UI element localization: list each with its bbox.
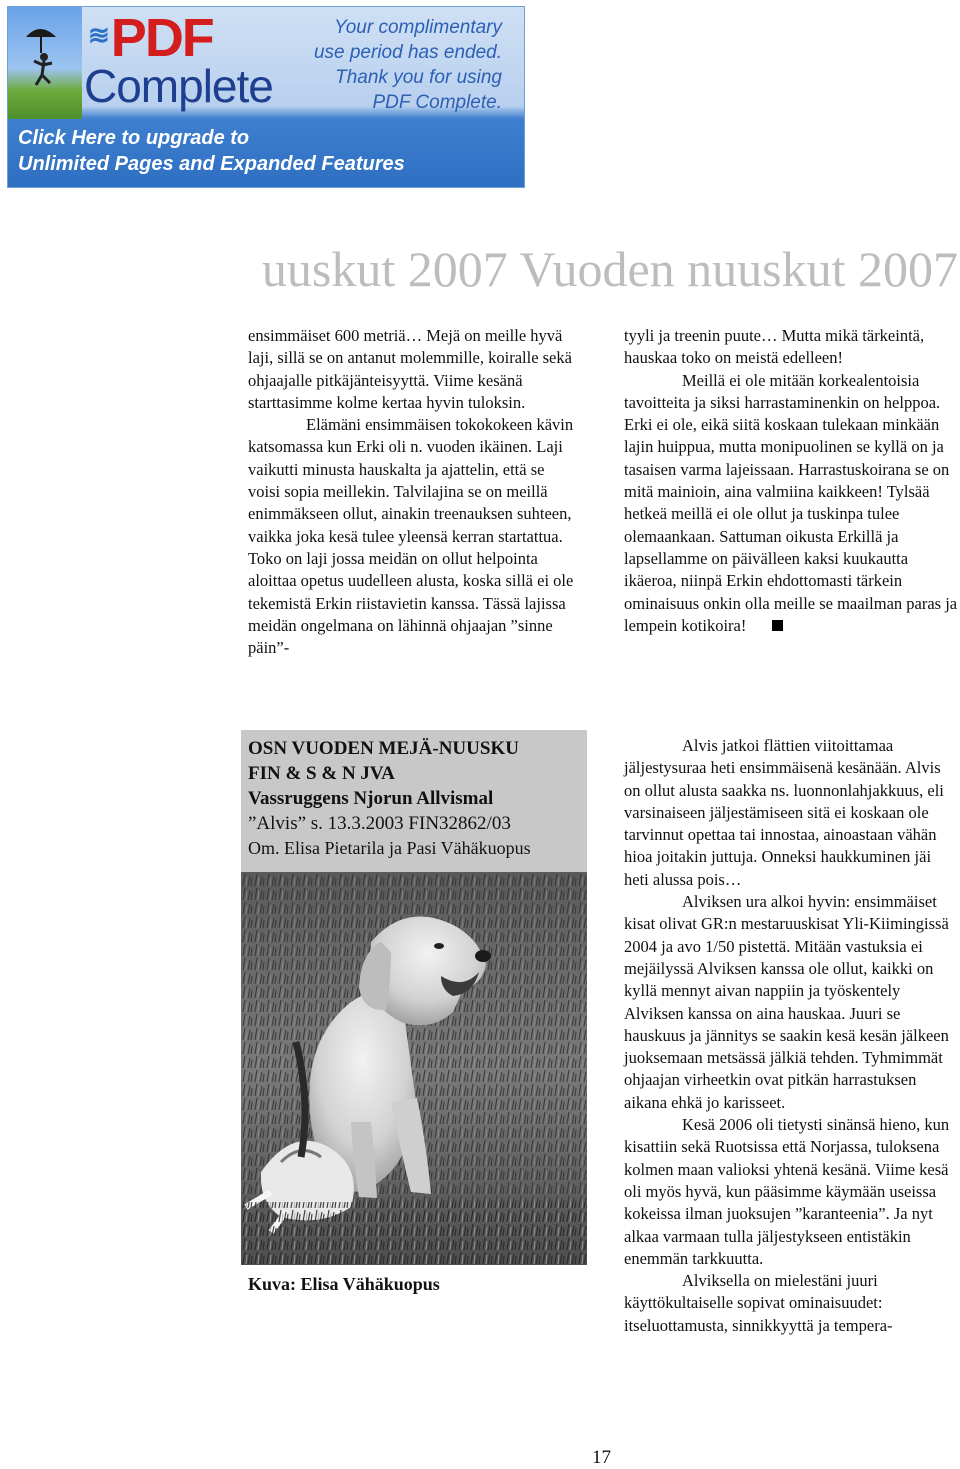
- trial-message-line: use period has ended.: [313, 42, 502, 63]
- paragraph: ensimmäiset 600 metriä… Mejä on meille hyvä laji, sillä se on antanut molemmille, koiralle sekä ohjaajalle pitkäjänteisyyttä. Viime kesänä starttasimme kolme kertaa hyvin tuloksin.: [248, 326, 572, 412]
- left-column: [248, 325, 580, 659]
- brand-complete: Complete: [84, 60, 273, 112]
- upgrade-link-line[interactable]: Click Here to upgrade to: [18, 127, 250, 149]
- paragraph: Elämäni ensimmäisen tokokokeen kävin katsomassa kun Erki oli n. vuoden ikäinen. Laji vaikutti minusta hauskalta ja ajattelin, että se voisi sopia meillekin. Talvilajina se on meillä enimmäkseen ollut, ainakin treenauksen suhteen, vaikka joka kesä tulee yleensä kerran startattua. Toko on laji jossa meidän on ollut helpointa aloittaa opetus uudelleen alusta, koska sillä ei ole tekemistä Erkin riistavietin kanssa. Tässä lajissa meidän ongelmana on lähinnä ohjaajan ”sinne päin”-: [248, 415, 574, 658]
- dog-owners: Om. Elisa Pietarila ja Pasi Vähäkuopus: [248, 838, 531, 858]
- trial-message-line: Your complimentary: [334, 17, 502, 38]
- brand-pdf-text: PDF: [110, 8, 213, 68]
- stack-icon: ≋: [88, 20, 108, 50]
- upgrade-link-line[interactable]: Unlimited Pages and Expanded Features: [18, 153, 405, 175]
- right-column-bottom: [624, 735, 958, 1337]
- end-mark-icon: [772, 620, 783, 631]
- trial-message-line: PDF Complete.: [372, 92, 502, 113]
- page-number: 17: [592, 1447, 611, 1468]
- paragraph-text: Meillä ei ole mitään korkealentoisia tavoitteita ja siksi harrastaminenkin on helppoa. Erki ei ole, eikä siitä koskaan tulekaan minkään lajin huippua, mutta monipuolinen se kyllä on ja tasaisen varma lajeissaan. Harrastuskoirana se on mitä mainioin, aina valmiina kaikkeen! Tylsää hetkeä meillä ei ole ollut ja tuskinpa tulee olemaankaan. Sattuman oikusta Erkillä ja lapsellamme on päivälleen kaksi kuukautta ikäeroa, niinpä Erkin ehdottomasti tärkein ominaisuus onkin olla meille se maailman paras ja lempein kotikoira!: [624, 370, 958, 635]
- headline-text: uuskut 2007 Vuoden nuuskut 2007: [261, 241, 958, 297]
- umbrella-jumper-icon: [8, 7, 82, 119]
- dog-photo: [241, 872, 587, 1265]
- upgrade-banner[interactable]: [7, 6, 525, 188]
- dog-titles: FIN & S & N JVA: [248, 763, 395, 784]
- upgrade-link[interactable]: [18, 125, 405, 177]
- trial-message: [262, 15, 502, 115]
- paragraph: Kesä 2006 oli tietysti sinänsä hieno, kun kisattiin sekä Ruotsissa että Norjassa, tuloksena kolmen maan valioksi yhtenä kesänä. Viime kesä oli myös hyvä, kun pääsimme käymään useissa kokeissa ilman juoksujen ”karanteenia”. Ja nyt alkaa varmaan tulla jäljestykseen entistäkin enemmän tarkkuutta.: [624, 1115, 950, 1268]
- paragraph: Alvis jatkoi flättien viitoittamaa jäljestysuraa heti ensimmäisenä kesänään. Alvis on ollut alusta saakka ns. luonnonlahjakkuus, eli varsinaiseen jäljestämiseen sitä ei koskaan ole tarvinnut opettaa tai innostaa, ainoastaan vähän hioa joitakin juttuja. Onneksi haukkuminen jäi heti alussa pois…: [624, 736, 944, 889]
- dog-name: Vassruggens Njorun Allvismal: [248, 788, 494, 809]
- trial-message-line: Thank you for using: [335, 67, 502, 88]
- banner-photo: [8, 7, 82, 119]
- brand-pdf: [88, 8, 213, 68]
- paragraph: [624, 370, 958, 638]
- right-column-top: [624, 325, 958, 637]
- page-headline: [0, 240, 960, 298]
- paragraph: Alviksen ura alkoi hyvin: ensimmäiset kisat olivat GR:n mestaruuskisat Yli-Kiimingissä 2004 ja avo 1/50 pistettä. Mitään vastuksia ei mejäilyssä Alviksen kanssa ole ollut, kaikki on kyllä mennyt aivan nappiin ja työskentely Alviksen kanssa on aina hauskaa. Juuri se hauskuus ja jännitys se saakin kesä kesän jälkeen juoksemaan metsässä jälkiä tehden. Tyhmimmät ohjaajan virheetkin ovat pitkän harrastuksen aikana ehkä jo karisseet.: [624, 892, 949, 1112]
- paragraph: Alviksella on mielestäni juuri käyttökultaiselle sopivat ominaisuudet: itseluottamusta, sinnikkyyttä ja tempera-: [624, 1271, 893, 1335]
- photo-caption: Kuva: Elisa Vähäkuopus: [248, 1274, 440, 1294]
- paragraph: tyyli ja treenin puute… Mutta mikä tärkeintä, hauskaa toko on meistä edelleen!: [624, 326, 925, 368]
- award-info-box: [241, 730, 587, 872]
- dog-details: ”Alvis” s. 13.3.2003 FIN32862/03: [248, 813, 511, 834]
- award-title: OSN VUODEN MEJÄ-NUUSKU: [248, 738, 519, 759]
